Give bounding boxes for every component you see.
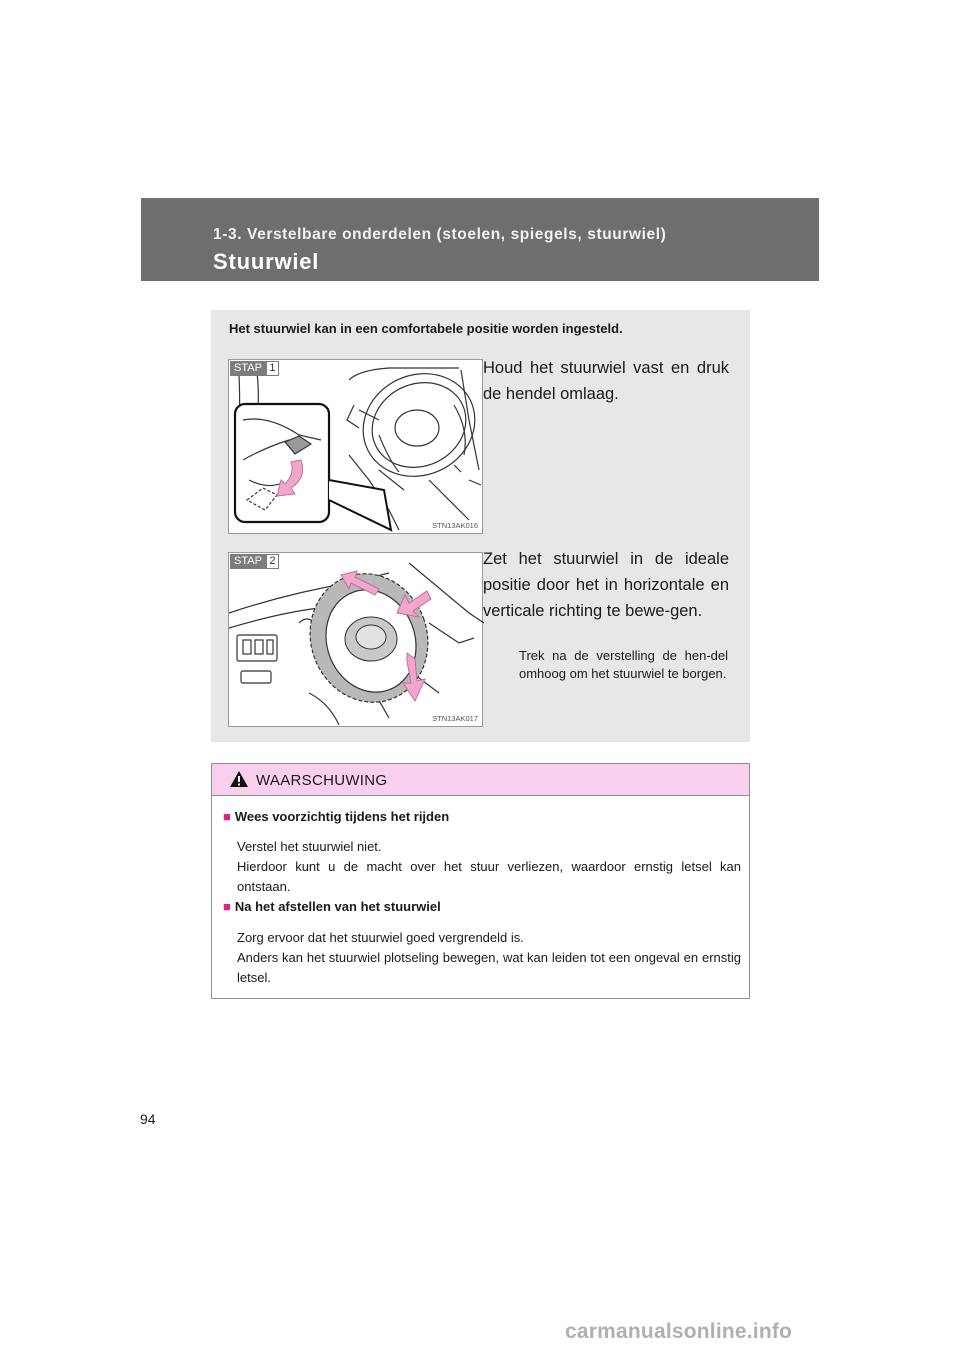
warning-item-body: [237, 928, 741, 988]
chapter-header: [141, 198, 819, 281]
warning-item-heading: ■ Na het afstellen van het stuurwiel: [223, 899, 441, 914]
steering-lever-drawing: [229, 360, 484, 535]
step-2-illustration: [228, 552, 483, 727]
warning-triangle-icon: [230, 771, 248, 787]
warning-item-heading: ■ Wees voorzichtig tijdens het rijden: [223, 809, 450, 824]
figure-code: STN13AK016: [432, 521, 478, 530]
page-number: 94: [140, 1111, 156, 1127]
warning-box: [211, 763, 750, 999]
warning-line: Verstel het stuurwiel niet.: [237, 839, 382, 854]
page-title: Stuurwiel: [213, 249, 320, 274]
step-number: 1: [266, 361, 279, 376]
square-bullet-icon: ■: [223, 899, 231, 914]
step-label: STAP: [230, 361, 266, 376]
step-2-text: Zet het stuurwiel in de ideale positie door het in horizontale en verticale richting te bewe-gen.: [483, 550, 729, 620]
step-1-illustration: [228, 359, 483, 534]
warning-line: Anders kan het stuurwiel plotseling bewegen, wat kan leiden tot een ongeval en ernstig letsel.: [237, 950, 741, 985]
square-bullet-icon: ■: [223, 809, 231, 824]
section-title: 1-3. Verstelbare onderdelen (stoelen, spiegels, stuurwiel): [213, 226, 667, 243]
warning-line: Zorg ervoor dat het stuurwiel goed vergrendeld is.: [237, 930, 524, 945]
instruction-panel: [211, 310, 750, 742]
warning-header: [212, 764, 749, 796]
step-2-badge: [230, 554, 279, 569]
step-number: 2: [266, 554, 279, 569]
watermark-link[interactable]: carmanualsonline.info: [565, 1320, 793, 1343]
warning-line: Hierdoor kunt u de macht over het stuur verliezen, waardoor ernstig letsel kan ontstaan.: [237, 859, 741, 894]
steering-adjust-drawing: [229, 553, 484, 728]
step-label: STAP: [230, 554, 266, 569]
intro-text: Het stuurwiel kan in een comfortabele positie worden ingesteld.: [229, 321, 623, 336]
figure-code: STN13AK017: [432, 714, 478, 723]
step-1-badge: [230, 361, 279, 376]
warning-title: WAARSCHUWING: [256, 772, 388, 789]
step-1-text: Houd het stuurwiel vast en druk de hendel omlaag.: [483, 359, 729, 403]
lock-note: Trek na de verstelling de hen-del omhoog om het stuurwiel te borgen.: [519, 648, 728, 681]
warning-item-body: [237, 837, 741, 897]
